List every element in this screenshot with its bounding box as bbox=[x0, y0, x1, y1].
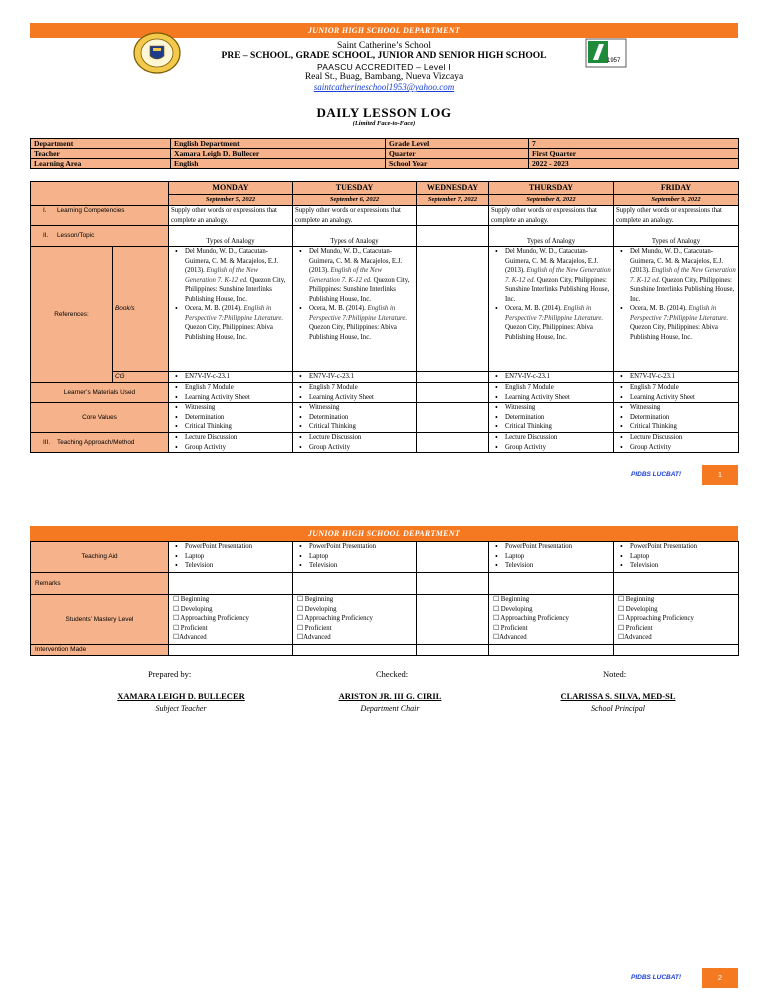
remarks-tuesday bbox=[293, 573, 417, 595]
area-value: English bbox=[171, 159, 386, 169]
approach-item: • Group Activity bbox=[295, 443, 414, 453]
approach-list bbox=[616, 433, 736, 452]
aid-item: • PowerPoint Presentation bbox=[171, 542, 290, 552]
mastery-friday bbox=[614, 595, 739, 645]
value-item: • Determination bbox=[295, 413, 414, 423]
ref-publisher: Publishing House, Inc. bbox=[630, 333, 692, 341]
references-list bbox=[491, 247, 611, 342]
value-item: • Witnessing bbox=[295, 403, 414, 413]
aid-item: • Television bbox=[491, 561, 611, 571]
info-table bbox=[30, 138, 739, 169]
remarks-monday bbox=[169, 573, 293, 595]
row-label-text: Learning Competencies bbox=[57, 207, 125, 214]
values-list bbox=[295, 403, 414, 432]
cg-item: • EN7V-IV-c-23.1 bbox=[295, 372, 414, 382]
cg-item: • EN7V-IV-c-23.1 bbox=[491, 372, 611, 382]
values-monday bbox=[169, 403, 293, 433]
mastery-checkbox[interactable]: ☐ Approaching Proficiency bbox=[618, 615, 694, 622]
mastery-checkbox[interactable]: ☐Advanced bbox=[297, 634, 331, 641]
aid-friday bbox=[614, 542, 739, 573]
references-monday bbox=[169, 247, 293, 372]
noted-role: School Principal bbox=[591, 704, 645, 713]
aid-tuesday bbox=[293, 542, 417, 573]
approach-item: • Lecture Discussion bbox=[616, 433, 736, 443]
intervention-tuesday bbox=[293, 645, 417, 656]
approach-list bbox=[491, 433, 611, 452]
value-item: • Determination bbox=[616, 413, 736, 423]
corner-cell bbox=[31, 182, 169, 206]
approach-item: • Lecture Discussion bbox=[295, 433, 414, 443]
mastery-checkbox[interactable]: ☐ Beginning bbox=[618, 596, 655, 603]
materials-list bbox=[295, 383, 414, 402]
approach-item: • Lecture Discussion bbox=[491, 433, 611, 443]
ref-publisher: Quezon City, Philippines: Abiva bbox=[309, 324, 397, 331]
references-list bbox=[171, 247, 290, 342]
aid-item: • Laptop bbox=[616, 552, 736, 562]
intervention-label: Intervention Made bbox=[31, 645, 169, 656]
department-value: English Department bbox=[171, 139, 386, 149]
material-item: • English 7 Module bbox=[491, 383, 611, 393]
value-item: • Witnessing bbox=[171, 403, 290, 413]
competency-friday: Supply other words or expressions that complete an analogy. bbox=[614, 206, 739, 226]
intervention-wednesday bbox=[417, 645, 489, 656]
references-list bbox=[616, 247, 736, 342]
material-item: • English 7 Module bbox=[171, 383, 290, 393]
cg-tuesday bbox=[293, 372, 417, 383]
day-header-friday: FRIDAY bbox=[614, 182, 739, 195]
mastery-thursday bbox=[489, 595, 614, 645]
page-title: DAILY LESSON LOG bbox=[316, 105, 452, 120]
noted-label: Noted: bbox=[603, 669, 627, 679]
prepared-role: Subject Teacher bbox=[155, 704, 207, 713]
approach-monday bbox=[169, 433, 293, 453]
aid-item: • PowerPoint Presentation bbox=[491, 542, 611, 552]
year-badge: 1957 bbox=[607, 58, 621, 64]
ref-publisher: Sunshine Interlinks Publishing House, Inc. bbox=[630, 286, 735, 303]
mastery-checkbox[interactable]: ☐ Approaching Proficiency bbox=[493, 615, 569, 622]
approach-tuesday bbox=[293, 433, 417, 453]
materials-tuesday bbox=[293, 383, 417, 403]
reference-item bbox=[491, 247, 611, 304]
competency-tuesday: Supply other words or expressions that complete an analogy. bbox=[293, 206, 417, 226]
approach-row-label bbox=[31, 433, 169, 453]
department-banner-page2: JUNIOR HIGH SCHOOL DEPARTMENT bbox=[30, 526, 738, 541]
mastery-wednesday bbox=[417, 595, 489, 645]
topic-wednesday bbox=[417, 226, 489, 247]
ref-publisher: Quezon City, Philippines: bbox=[309, 276, 410, 293]
ref-title: English in Perspective 7:Philippine Literature. bbox=[505, 305, 604, 322]
mastery-checklist bbox=[616, 595, 736, 643]
day-header-wednesday: WEDNESDAY bbox=[417, 182, 489, 195]
material-item: • Learning Activity Sheet bbox=[491, 393, 611, 403]
ref-authors: Ocera, M. B. (2014). bbox=[505, 305, 562, 312]
school-seal-icon bbox=[133, 32, 181, 74]
materials-monday bbox=[169, 383, 293, 403]
cg-wednesday bbox=[417, 372, 489, 383]
aid-list bbox=[491, 542, 611, 571]
mastery-checklist bbox=[171, 595, 290, 643]
values-list bbox=[171, 403, 290, 432]
day-header-tuesday: TUESDAY bbox=[293, 182, 417, 195]
mastery-checkbox[interactable]: ☐ Proficient bbox=[297, 624, 332, 632]
row-number: I. bbox=[43, 207, 47, 214]
ref-title: English in Perspective 7:Philippine Literature. bbox=[630, 305, 729, 322]
cg-monday bbox=[169, 372, 293, 383]
value-item: • Determination bbox=[171, 413, 290, 423]
topic-thursday: Types of Analogy bbox=[489, 226, 614, 247]
mastery-checkbox[interactable]: ☐ Proficient bbox=[493, 624, 528, 632]
teacher-value: Xamara Leigh D. Bullecer bbox=[171, 149, 386, 159]
reference-item bbox=[616, 247, 736, 304]
checked-label: Checked: bbox=[376, 669, 409, 679]
aid-item: • Laptop bbox=[171, 552, 290, 562]
ref-title: English of the New Generation 7. K-12 ed. bbox=[185, 267, 259, 284]
teaching-aid-label: Teaching Aid bbox=[31, 542, 169, 573]
mastery-checkbox[interactable]: ☐Advanced bbox=[173, 634, 207, 641]
topic-friday: Types of Analogy bbox=[614, 226, 739, 247]
mastery-checkbox[interactable]: ☐ Beginning bbox=[493, 596, 530, 603]
ref-authors: Del Mundo, W. D., Catacutan-Guimera, C. M. & Macajelos, E.J. (2013). bbox=[309, 248, 403, 274]
approach-list bbox=[171, 433, 290, 452]
checked-name: ARISTON JR. III G. CIRIL bbox=[338, 691, 442, 701]
ref-publisher: Sunshine Interlinks Publishing House, Inc. bbox=[309, 286, 396, 303]
remarks-label: Remarks bbox=[31, 573, 169, 595]
aid-item: • Laptop bbox=[491, 552, 611, 562]
remarks-wednesday bbox=[417, 573, 489, 595]
accreditation-text: PAASCU ACCREDITED – Level I bbox=[316, 61, 452, 72]
competency-wednesday bbox=[417, 206, 489, 226]
reference-item bbox=[171, 304, 290, 342]
aid-wednesday bbox=[417, 542, 489, 573]
value-item: • Determination bbox=[491, 413, 611, 423]
mastery-checkbox[interactable]: ☐ Developing bbox=[618, 605, 658, 613]
references-list bbox=[295, 247, 414, 342]
approach-friday bbox=[614, 433, 739, 453]
noted-name: CLARISSA S. SILVA, MED-SL bbox=[560, 691, 676, 701]
mastery-checklist bbox=[295, 595, 414, 643]
school-levels: PRE – SCHOOL, GRADE SCHOOL, JUNIOR AND SENIOR HIGH SCHOOL bbox=[221, 51, 547, 62]
cg-label: CG bbox=[113, 372, 169, 383]
ref-publisher: Quezon City, Philippines: Abiva bbox=[630, 324, 718, 331]
date-tuesday: September 6, 2022 bbox=[293, 195, 417, 206]
aid-item: • PowerPoint Presentation bbox=[616, 542, 736, 552]
ref-authors: Ocera, M. B. (2014). bbox=[630, 305, 687, 312]
references-thursday bbox=[489, 247, 614, 372]
material-item: • Learning Activity Sheet bbox=[616, 393, 736, 403]
mastery-checkbox[interactable]: ☐ Beginning bbox=[297, 596, 334, 603]
intervention-monday bbox=[169, 645, 293, 656]
approach-item: • Group Activity bbox=[491, 443, 611, 453]
remarks-friday bbox=[614, 573, 739, 595]
mastery-checkbox[interactable]: ☐Advanced bbox=[618, 634, 652, 641]
mastery-monday bbox=[169, 595, 293, 645]
mastery-checkbox[interactable]: ☐ Developing bbox=[493, 605, 533, 613]
topic-monday: Types of Analogy bbox=[169, 226, 293, 247]
aid-monday bbox=[169, 542, 293, 573]
mastery-checkbox[interactable]: ☐ Beginning bbox=[173, 596, 210, 603]
year-value: 2022 - 2023 bbox=[529, 159, 739, 169]
date-thursday: September 8, 2022 bbox=[489, 195, 614, 206]
values-tuesday bbox=[293, 403, 417, 433]
reference-item bbox=[295, 247, 414, 304]
ref-publisher: Publishing House, Inc. bbox=[505, 333, 567, 341]
mastery-checkbox[interactable]: ☐ Approaching Proficiency bbox=[173, 615, 249, 622]
aid-list bbox=[295, 542, 414, 571]
ref-publisher: Quezon City, Philippines: Abiva bbox=[185, 324, 273, 331]
year-label: School Year bbox=[386, 159, 529, 169]
aid-list bbox=[616, 542, 736, 571]
values-list bbox=[491, 403, 611, 432]
values-wednesday bbox=[417, 403, 489, 433]
ref-publisher: Publishing House, Inc. bbox=[309, 333, 371, 341]
department-banner: JUNIOR HIGH SCHOOL DEPARTMENT bbox=[30, 23, 738, 38]
cg-item: • EN7V-IV-c-23.1 bbox=[616, 372, 736, 382]
materials-label: Learner’s Materials Used bbox=[31, 383, 169, 403]
mastery-label: Students’ Mastery Level bbox=[31, 595, 169, 645]
aid-item: • Television bbox=[295, 561, 414, 571]
day-header-monday: MONDAY bbox=[169, 182, 293, 195]
ref-title: English in Perspective 7:Philippine Literature. bbox=[309, 305, 408, 322]
approach-item: • Group Activity bbox=[171, 443, 290, 453]
materials-wednesday bbox=[417, 383, 489, 403]
date-friday: September 9, 2022 bbox=[614, 195, 739, 206]
reference-item bbox=[295, 304, 414, 342]
intervention-thursday bbox=[489, 645, 614, 656]
grade-label: Grade Level bbox=[386, 139, 529, 149]
ref-authors: Del Mundo, W. D., Catacutan-Guimera, C. M. & Macajelos, E.J. (2013). bbox=[185, 248, 279, 274]
values-thursday bbox=[489, 403, 614, 433]
ref-publisher: Quezon City, Philippines: Abiva bbox=[505, 324, 593, 331]
value-item: • Witnessing bbox=[616, 403, 736, 413]
ref-title: English of the New Generation 7. K-12 ed. bbox=[309, 267, 383, 284]
ref-authors: Del Mundo, W. D., Catacutan-Guimera, C. M. & Macajelos, E.J. (2013). bbox=[630, 248, 724, 274]
ref-title: English in Perspective 7:Philippine Literature. bbox=[185, 305, 284, 322]
remarks-thursday bbox=[489, 573, 614, 595]
materials-list bbox=[171, 383, 290, 402]
ref-publisher: Sunshine Interlinks Publishing House, Inc. bbox=[185, 286, 272, 303]
footer-motto: PIDBS LUCBAT! bbox=[631, 471, 682, 478]
row-label-text: Teaching Approach/Method bbox=[57, 438, 135, 446]
material-item: • English 7 Module bbox=[616, 383, 736, 393]
values-label: Core Values bbox=[31, 403, 169, 433]
value-item: • Critical Thinking bbox=[295, 422, 414, 432]
cg-item: • EN7V-IV-c-23.1 bbox=[171, 372, 290, 382]
school-header bbox=[180, 41, 588, 92]
mastery-checkbox[interactable]: ☐ Proficient bbox=[618, 624, 653, 632]
page-subtitle: (Limited Face-to-Face) bbox=[352, 120, 416, 127]
approach-item: • Group Activity bbox=[616, 443, 736, 453]
date-wednesday: September 7, 2022 bbox=[417, 195, 489, 206]
material-item: • Learning Activity Sheet bbox=[295, 393, 414, 403]
references-friday bbox=[614, 247, 739, 372]
competency-monday: Supply other words or expressions that complete an analogy. bbox=[169, 206, 293, 226]
mastery-tuesday bbox=[293, 595, 417, 645]
reference-item bbox=[616, 304, 736, 342]
aid-item: • Television bbox=[171, 561, 290, 571]
values-list bbox=[616, 403, 736, 432]
aid-item: • PowerPoint Presentation bbox=[295, 542, 414, 552]
cg-friday bbox=[614, 372, 739, 383]
ref-publisher: Quezon City, Philippines: bbox=[536, 276, 607, 284]
mastery-checkbox[interactable]: ☐ Developing bbox=[173, 605, 213, 613]
aid-item: • Television bbox=[616, 561, 736, 571]
assessment-table bbox=[30, 541, 739, 656]
ref-title: English of the New Generation 7. K-12 ed. bbox=[630, 267, 736, 284]
school-email-link[interactable]: saintcatherineschool1953@yahoo.com bbox=[313, 82, 455, 93]
approach-item: • Lecture Discussion bbox=[171, 433, 290, 443]
department-label: Department bbox=[31, 139, 171, 149]
mastery-checklist bbox=[491, 595, 611, 643]
day-header-thursday: THURSDAY bbox=[489, 182, 614, 195]
ref-authors: Ocera, M. B. (2014). bbox=[185, 305, 242, 312]
quarter-label: Quarter bbox=[386, 149, 529, 159]
reference-item bbox=[491, 304, 611, 342]
materials-friday bbox=[614, 383, 739, 403]
references-label: References: bbox=[31, 247, 113, 383]
page-number-2: 2 bbox=[702, 968, 738, 988]
ref-title: English of the New Generation 7. K-12 ed. bbox=[505, 267, 611, 284]
materials-list bbox=[491, 383, 611, 402]
references-tuesday bbox=[293, 247, 417, 372]
intervention-friday bbox=[614, 645, 739, 656]
value-item: • Witnessing bbox=[491, 403, 611, 413]
date-monday: September 5, 2022 bbox=[169, 195, 293, 206]
approach-list bbox=[295, 433, 414, 452]
aid-list bbox=[171, 542, 290, 571]
mastery-checkbox[interactable]: ☐Advanced bbox=[493, 634, 527, 641]
ref-publisher: Quezon City, Philippines: bbox=[661, 276, 732, 284]
ref-publisher: Quezon City, Philippines: bbox=[185, 276, 286, 293]
aid-thursday bbox=[489, 542, 614, 573]
approach-wednesday bbox=[417, 433, 489, 453]
ref-authors: Del Mundo, W. D., Catacutan-Guimera, C. M. & Macajelos, E.J. (2013). bbox=[505, 248, 599, 274]
checked-role: Department Chair bbox=[360, 704, 420, 713]
lesson-table bbox=[30, 181, 739, 453]
materials-list bbox=[616, 383, 736, 402]
mastery-checkbox[interactable]: ☐ Developing bbox=[297, 605, 337, 613]
competency-thursday: Supply other words or expressions that complete an analogy. bbox=[489, 206, 614, 226]
aid-item: • Laptop bbox=[295, 552, 414, 562]
material-item: • Learning Activity Sheet bbox=[171, 393, 290, 403]
cg-thursday bbox=[489, 372, 614, 383]
values-friday bbox=[614, 403, 739, 433]
value-item: • Critical Thinking bbox=[491, 422, 611, 432]
area-label: Learning Area bbox=[31, 159, 171, 169]
topic-tuesday: Types of Analogy bbox=[293, 226, 417, 247]
material-item: • English 7 Module bbox=[295, 383, 414, 393]
teacher-label: Teacher bbox=[31, 149, 171, 159]
page-number-1: 1 bbox=[702, 465, 738, 485]
prepared-name: XAMARA LEIGH D. BULLECER bbox=[117, 691, 245, 701]
row-label-text: Lesson/Topic bbox=[57, 232, 95, 240]
school-name: Saint Catherine’s School bbox=[337, 41, 431, 51]
ref-publisher: Publishing House, Inc. bbox=[185, 333, 247, 341]
mastery-checkbox[interactable]: ☐ Approaching Proficiency bbox=[297, 615, 373, 622]
references-wednesday bbox=[417, 247, 489, 372]
grade-value: 7 bbox=[529, 139, 739, 149]
value-item: • Critical Thinking bbox=[616, 422, 736, 432]
quarter-value: First Quarter bbox=[529, 149, 739, 159]
approach-thursday bbox=[489, 433, 614, 453]
row-number: III. bbox=[43, 438, 51, 446]
school-address: Real St., Buag, Bambang, Nueva Vizcaya bbox=[304, 71, 464, 82]
competencies-row-label bbox=[31, 206, 169, 226]
topic-row-label bbox=[31, 226, 169, 247]
ref-publisher: Sunshine Interlinks Publishing House, Inc. bbox=[505, 286, 610, 303]
mastery-checkbox[interactable]: ☐ Proficient bbox=[173, 624, 208, 632]
reference-item bbox=[171, 247, 290, 304]
row-number: II. bbox=[43, 232, 49, 240]
accreditation-logo-icon bbox=[585, 38, 627, 68]
footer-motto-page2: PIDBS LUCBAT! bbox=[631, 974, 682, 981]
ref-authors: Ocera, M. B. (2014). bbox=[309, 305, 366, 312]
prepared-label: Prepared by: bbox=[148, 669, 192, 679]
books-label: Book/s bbox=[113, 247, 169, 372]
value-item: • Critical Thinking bbox=[171, 422, 290, 432]
materials-thursday bbox=[489, 383, 614, 403]
